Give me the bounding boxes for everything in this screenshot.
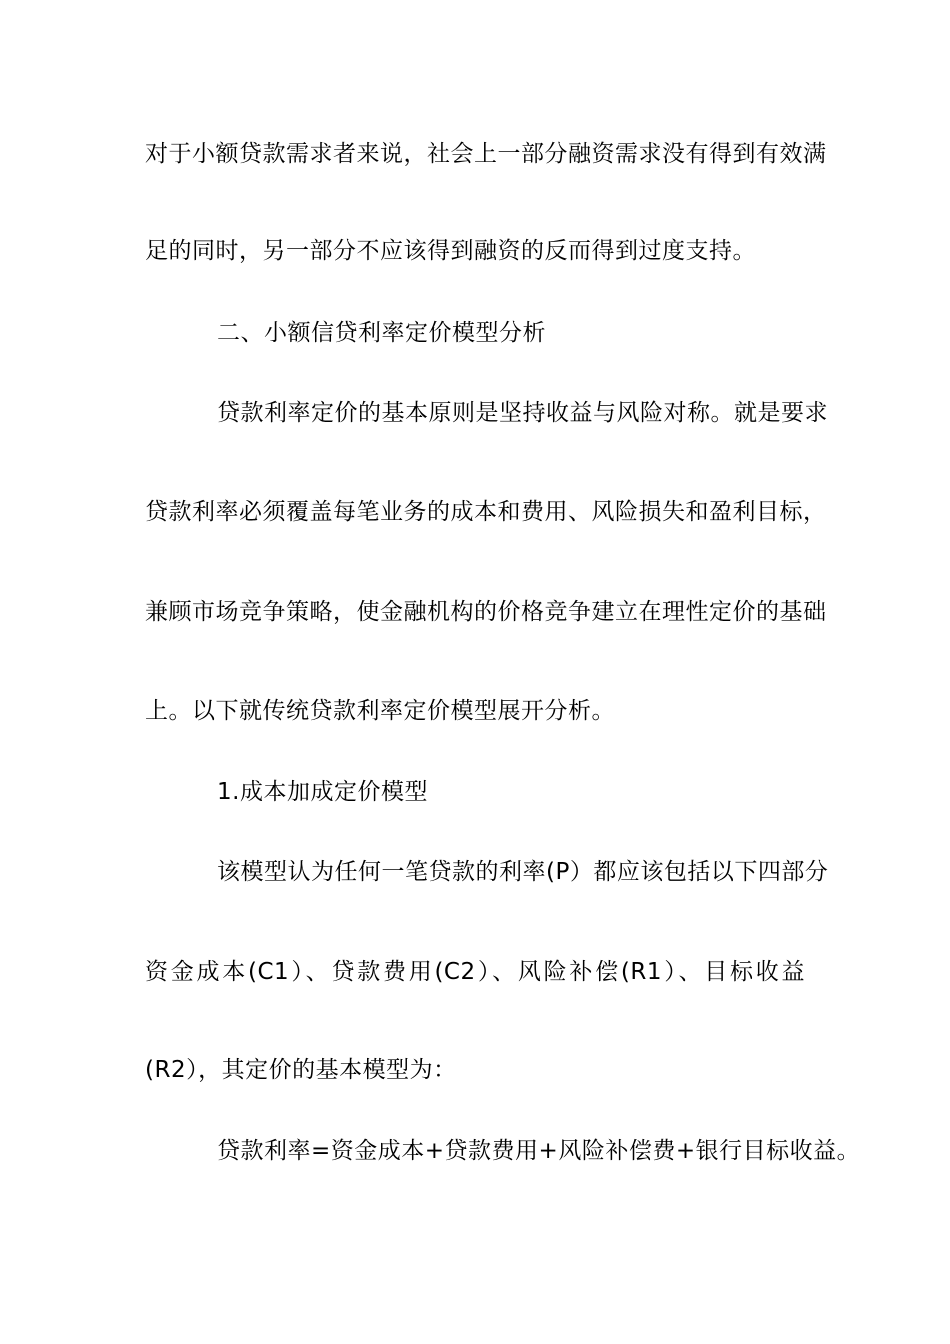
subsection-heading: 1.成本加成定价模型 (217, 779, 428, 805)
body-text-line: 足的同时，另一部分不应该得到融资的反而得到过度支持。 (145, 238, 756, 264)
body-text-line: 上。以下就传统贷款利率定价模型展开分析。 (145, 698, 615, 724)
body-text-line: 该模型认为任何一笔贷款的利率(P）都应该包括以下四部分 (217, 859, 829, 885)
body-text-line: 贷款利率必须覆盖每笔业务的成本和费用、风险损失和盈利目标， (145, 499, 827, 525)
body-text-line: 对于小额贷款需求者来说，社会上一部分融资需求没有得到有效满 (145, 141, 827, 167)
section-heading: 二、小额信贷利率定价模型分析 (217, 320, 546, 346)
body-text-line: 资金成本(C1）、贷款费用(C2）、风险补偿(R1）、目标收益 (145, 959, 805, 985)
body-text-line: (R2），其定价的基本模型为： (145, 1057, 457, 1083)
formula-text: 贷款利率=资金成本+贷款费用+风险补偿费+银行目标收益。 (217, 1138, 861, 1164)
body-text-line: 兼顾市场竞争策略，使金融机构的价格竞争建立在理性定价的基础 (145, 599, 827, 625)
body-text-line: 贷款利率定价的基本原则是坚持收益与风险对称。就是要求 (217, 400, 828, 426)
